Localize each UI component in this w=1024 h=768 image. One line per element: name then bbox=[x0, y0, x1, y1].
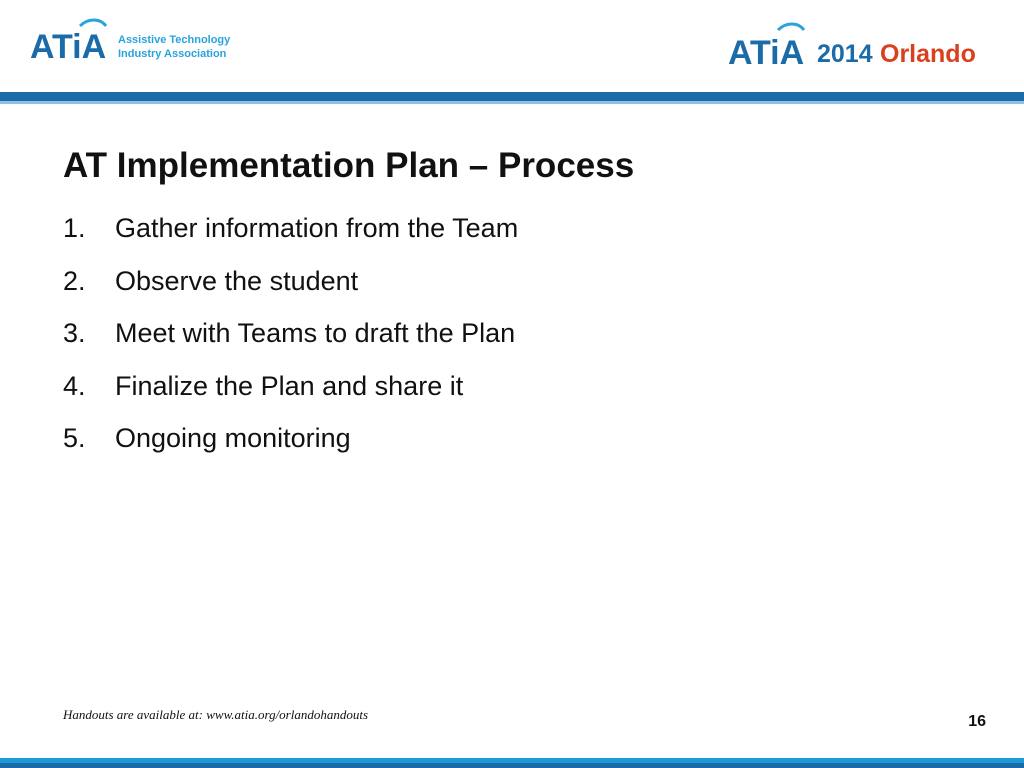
list-item bbox=[63, 213, 518, 266]
footer-divider-accent bbox=[0, 763, 1024, 768]
step-number: 2. bbox=[63, 265, 86, 296]
slide-header bbox=[0, 0, 1024, 92]
logo-wordmark: ATiA bbox=[30, 28, 107, 66]
list-item bbox=[63, 266, 518, 319]
header-divider bbox=[0, 92, 1024, 101]
process-steps-list bbox=[63, 213, 518, 476]
logo-year: 2014 bbox=[817, 40, 873, 68]
header-divider-accent bbox=[0, 101, 1024, 104]
step-text: Ongoing monitoring bbox=[115, 423, 351, 453]
atia-logo bbox=[28, 16, 238, 78]
step-text: Meet with Teams to draft the Plan bbox=[115, 318, 516, 348]
logo-swoosh-icon bbox=[80, 20, 106, 26]
logo-line1: Assistive Technology bbox=[118, 34, 231, 46]
step-text: Finalize the Plan and share it bbox=[115, 370, 464, 401]
handouts-note: Handouts are available at: www.atia.org/orlandohandouts bbox=[63, 707, 369, 722]
list-item bbox=[63, 318, 518, 371]
step-text: Gather information from the Team bbox=[115, 213, 519, 243]
step-text: Observe the student bbox=[115, 265, 359, 296]
logo-wordmark: ATiA bbox=[728, 34, 805, 72]
logo-line2: Industry Association bbox=[118, 48, 227, 60]
list-item bbox=[63, 423, 518, 476]
atia-2014-orlando-logo bbox=[724, 14, 984, 86]
step-number: 5. bbox=[63, 423, 86, 453]
page-number: 16 bbox=[968, 713, 986, 730]
logo-city: Orlando bbox=[880, 40, 976, 68]
step-number: 3. bbox=[63, 318, 86, 348]
list-item bbox=[63, 371, 518, 424]
slide-title: AT Implementation Plan – Process bbox=[63, 146, 635, 185]
step-number: 4. bbox=[63, 370, 86, 401]
step-number: 1. bbox=[63, 213, 86, 243]
